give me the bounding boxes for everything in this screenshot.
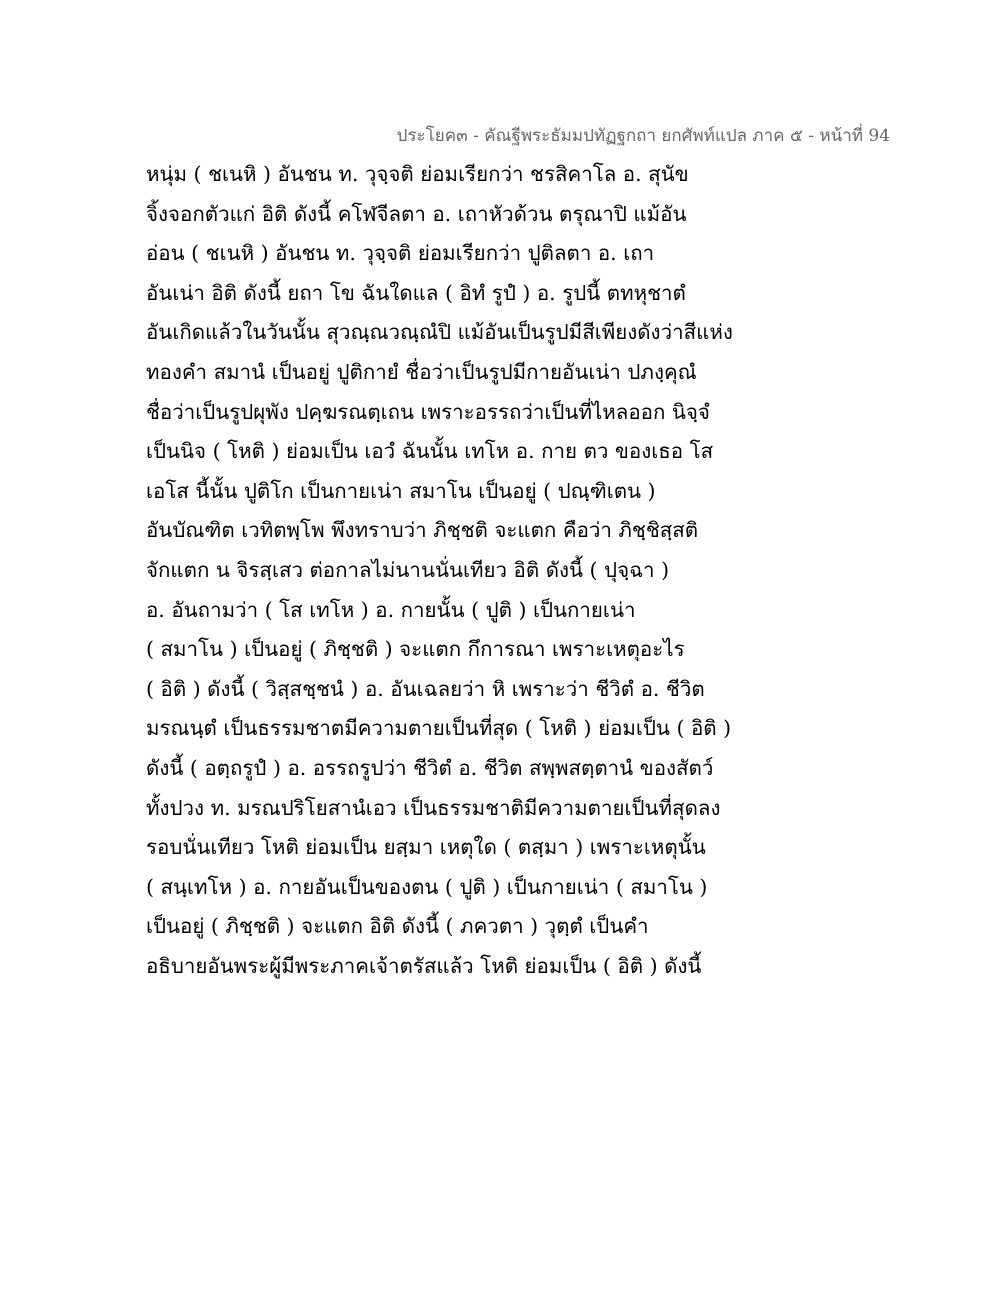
text-line: ทองคำ สมานํ เป็นอยู่ ปูติกายํ ชื่อว่าเป็นรูปมีกายอันเน่า ปภงฺคุณํ [146,359,697,384]
text-line: ชื่อว่าเป็นรูปผุพัง ปคฺฆรณตฺเถน เพราะอรรถว่าเป็นที่ไหลออก นิจฺจํ [146,399,710,424]
text-line: ( สมาโน ) เป็นอยู่ ( ภิชฺชติ ) จะแตก กึการณา เพราะเหตุอะไร [146,637,685,662]
text-line: อ่อน ( ชเนหิ ) อันชน ท. วุจฺจติ ย่อมเรียกว่า ปูติลตา อ. เถา [146,241,655,266]
text-line: อ. อันถามว่า ( โส เทโห ) อ. กายนั้น ( ปูติ ) เป็นกายเน่า [146,597,636,622]
text-line: ( อิติ ) ดังนี้ ( วิสฺสชฺชนํ ) อ. อันเฉลยว่า หิ เพราะว่า ชีวิตํ อ. ชีวิต [146,676,705,701]
text-line: อธิบายอันพระผู้มีพระภาคเจ้าตรัสแล้ว โหติ ย่อมเป็น ( อิติ ) ดังนี้ [146,953,702,978]
text-line: เป็นอยู่ ( ภิชฺชติ ) จะแตก อิติ ดังนี้ ( ภควตา ) วุตฺตํ เป็นคำ [146,914,649,939]
text-line: มรณนฺตํ เป็นธรรมชาตมีความตายเป็นที่สุด ( โหติ ) ย่อมเป็น ( อิติ ) [146,716,732,741]
text-line: ทั้งปวง ท. มรณปริโยสานํเอว เป็นธรรมชาติมีความตายเป็นที่สุดลง [146,795,721,820]
text-line: อันเกิดแล้วในวันนั้น สุวณฺณวณฺณํปิ แม้อันเป็นรูปมีสีเพียงดังว่าสีแห่ง [146,320,733,345]
text-line: อันบัณฑิต เวทิตพฺโพ พึงทราบว่า ภิชฺชติ จะแตก คือว่า ภิชฺชิสฺสติ [146,518,699,543]
text-line: หนุ่ม ( ชเนหิ ) อันชน ท. วุจฺจติ ย่อมเรียกว่า ชรสิคาโล อ. สุนัข [146,162,689,186]
text-line: อันเน่า อิติ ดังนี้ ยถา โข ฉันใดแล ( อิทํ รูปํ ) อ. รูปนี้ ตทหุชาตํ [146,280,686,305]
text-line: จิ้งจอกตัวแก่ อิติ ดังนี้ คโฬจีลตา อ. เถาหัวด้วน ตรุณาปิ แม้อัน [146,201,687,226]
text-line: เอโส นี้นั้น ปูติโก เป็นกายเน่า สมาโน เป็นอยู่ ( ปณฺฑิเตน ) [146,478,656,503]
body-text [146,155,846,986]
text-line: เป็นนิจ ( โหติ ) ย่อมเป็น เอวํ ฉันนั้น เทโห อ. กาย ตว ของเธอ โส [146,439,714,464]
text-line: ดังนี้ ( อตฺถรูปํ ) อ. อรรถรูปว่า ชีวิตํ อ. ชีวิต สพฺพสตฺตานํ ของสัตว์ [146,755,714,780]
text-line: ( สนฺเทโห ) อ. กายอันเป็นของตน ( ปูติ ) เป็นกายเน่า ( สมาโน ) [146,874,708,899]
running-header: ประโยค๓ - คัณฐีพระธัมมปทัฏฐกถา ยกศัพท์แปล ภาค ๕ - หน้าที่ 94 [396,126,890,146]
text-line: จักแตก น จิรสฺเสว ต่อกาลไม่นานนั่นเทียว อิติ ดังนี้ ( ปุจฺฉา ) [146,557,670,582]
text-line: รอบนั่นเทียว โหติ ย่อมเป็น ยสฺมา เหตุใด ( ตสฺมา ) เพราะเหตุนั้น [146,835,706,860]
